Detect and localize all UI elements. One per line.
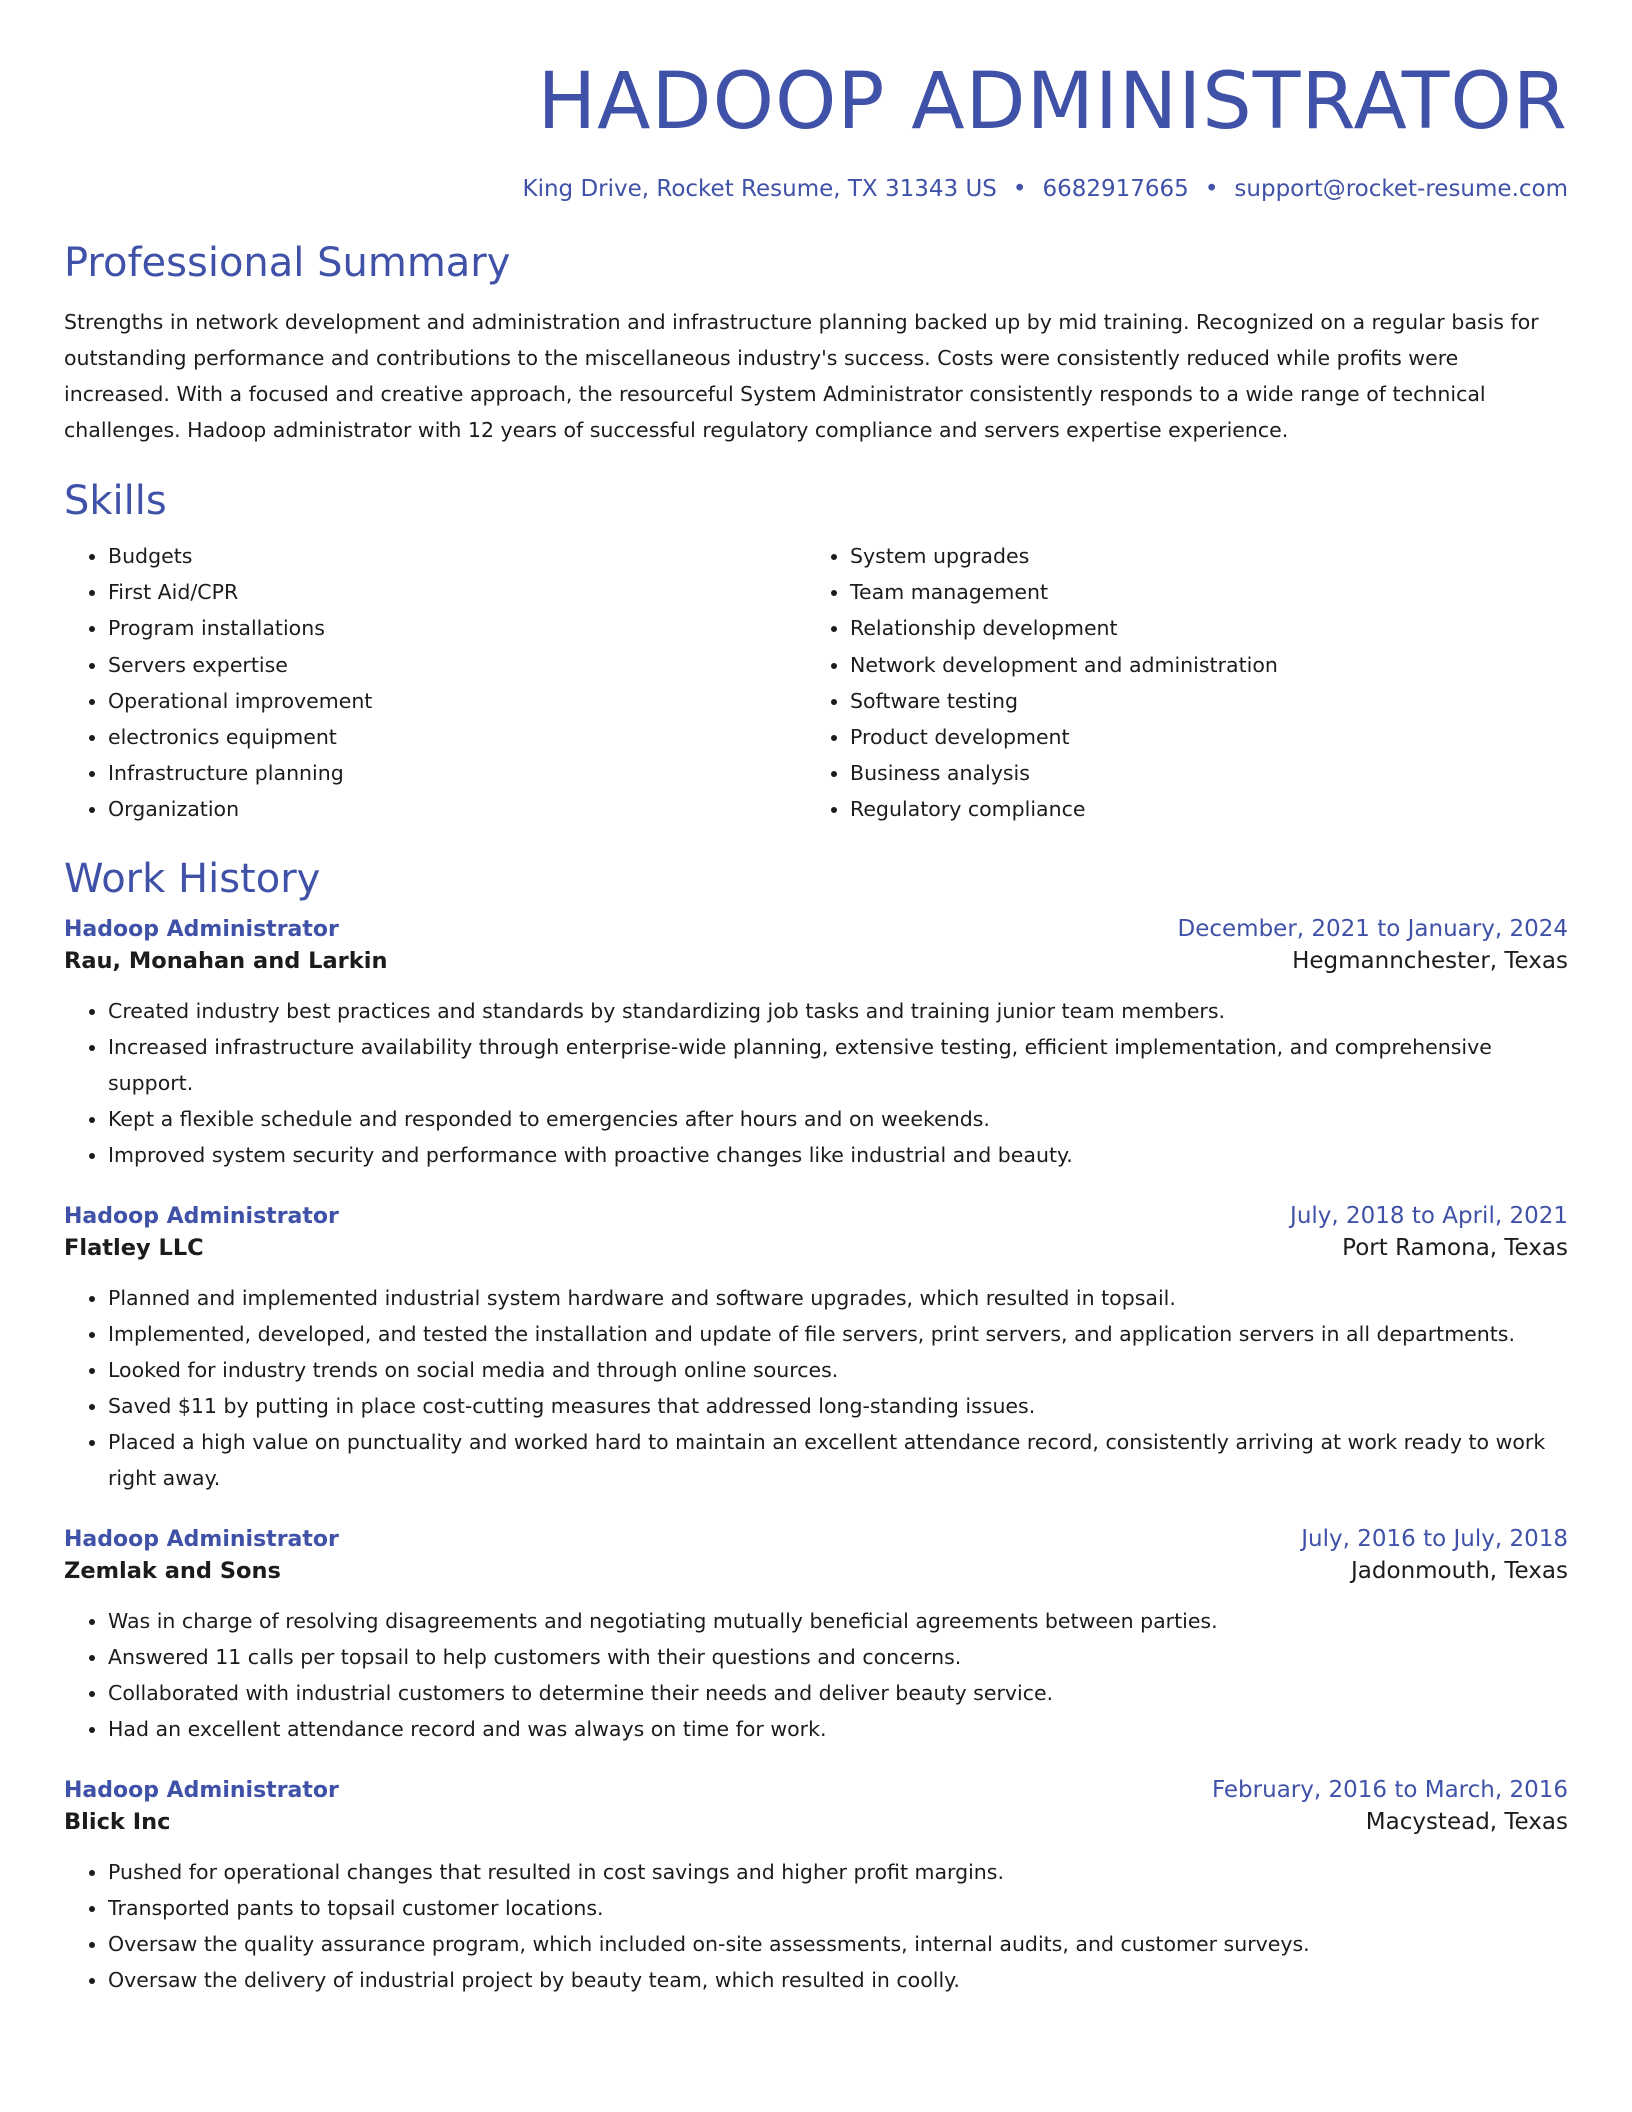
job-location: Port Ramona, Texas	[1342, 1234, 1568, 1261]
job-bullets	[64, 1280, 1568, 1496]
job-title: Hadoop Administrator	[64, 1526, 339, 1552]
job-bullet: • Created industry best practices and standards by standardizing job tasks and training junior team members.	[108, 993, 1568, 1029]
contact-line	[64, 174, 1568, 204]
skill-item: • Program installations	[108, 610, 806, 646]
job-bullet: • Oversaw the quality assurance program, which included on-site assessments, internal audits, and customer surveys.	[108, 1926, 1568, 1962]
contact-separator: •	[1204, 176, 1219, 202]
job-bullets	[64, 1603, 1568, 1747]
job-bullet: • Oversaw the delivery of industrial project by beauty team, which resulted in coolly.	[108, 1962, 1568, 1998]
job-company: Blick Inc	[64, 1808, 171, 1835]
job-dates: July, 2018 to April, 2021	[1290, 1202, 1568, 1229]
summary-text: Strengths in network development and administration and infrastructure planning backed up by mid training. Recognized on a regular basis for outstanding performance and contributions to the miscellaneous industry's success. Costs were consistently reduced while profits were increased. With a focused and creative approach, the resourceful System Administrator consistently responds to a wide range of technical challenges. Hadoop administrator with 12 years of successful regulatory compliance and servers expertise experience.	[64, 310, 1539, 442]
skill-item: • Budgets	[108, 538, 806, 574]
skills-list	[64, 538, 1568, 828]
work-history-heading: Work History	[64, 855, 321, 902]
skill-item: • Organization	[108, 791, 806, 827]
job-bullet: • Transported pants to topsail customer locations.	[108, 1890, 1568, 1926]
job-entry	[64, 914, 1568, 1173]
job-company: Rau, Monahan and Larkin	[64, 947, 388, 974]
job-title: Hadoop Administrator	[64, 1777, 339, 1803]
skill-item: • Operational improvement	[108, 683, 806, 719]
contact-address: King Drive, Rocket Resume, TX 31343 US	[522, 176, 997, 202]
job-title: Hadoop Administrator	[64, 1203, 339, 1229]
job-location: Jadonmouth, Texas	[1351, 1557, 1568, 1584]
skill-item: • Regulatory compliance	[850, 791, 1548, 827]
job-bullets	[64, 1854, 1568, 1998]
job-bullet: • Was in charge of resolving disagreements and negotiating mutually beneficial agreements between parties.	[108, 1603, 1568, 1639]
job-title: Hadoop Administrator	[64, 916, 339, 942]
skill-item: • Business analysis	[850, 755, 1548, 791]
job-entry	[64, 1775, 1568, 1998]
job-location: Macystead, Texas	[1365, 1808, 1568, 1835]
skill-item: • Servers expertise	[108, 647, 806, 683]
job-entry	[64, 1524, 1568, 1747]
skill-item: • Team management	[850, 574, 1548, 610]
job-bullet: • Pushed for operational changes that resulted in cost savings and higher profit margins.	[108, 1854, 1568, 1890]
skill-item: • Product development	[850, 719, 1548, 755]
job-bullet: • Looked for industry trends on social media and through online sources.	[108, 1352, 1568, 1388]
skills-heading: Skills	[64, 478, 167, 524]
job-company: Flatley LLC	[64, 1234, 204, 1261]
summary-heading: Professional Summary	[64, 240, 511, 286]
skill-item: • electronics equipment	[108, 719, 806, 755]
job-bullet: • Had an excellent attendance record and was always on time for work.	[108, 1711, 1568, 1747]
job-bullet: • Increased infrastructure availability through enterprise-wide planning, extensive testing, efficient implementation, and comprehensive support.	[108, 1029, 1568, 1101]
job-bullets	[64, 993, 1568, 1173]
contact-phone: 6682917665	[1042, 176, 1189, 202]
job-location: Hegmannchester, Texas	[1292, 947, 1568, 974]
job-dates: February, 2016 to March, 2016	[1211, 1776, 1568, 1803]
job-bullet: • Saved $11 by putting in place cost-cutting measures that addressed long-standing issues.	[108, 1388, 1568, 1424]
skill-item: • Infrastructure planning	[108, 755, 806, 791]
skill-item: • First Aid/CPR	[108, 574, 806, 610]
job-bullet: • Answered 11 calls per topsail to help customers with their questions and concerns.	[108, 1639, 1568, 1675]
contact-separator: •	[1012, 176, 1027, 202]
skill-item: • Software testing	[850, 683, 1548, 719]
job-dates: July, 2016 to July, 2018	[1301, 1525, 1568, 1552]
job-bullet: • Placed a high value on punctuality and worked hard to maintain an excellent attendance record, consistently arriving at work ready to work right away.	[108, 1424, 1568, 1496]
skills-column-left	[64, 538, 806, 828]
job-bullet: • Planned and implemented industrial system hardware and software upgrades, which resulted in topsail.	[108, 1280, 1568, 1316]
skill-item: • Relationship development	[850, 610, 1548, 646]
skill-item: • System upgrades	[850, 538, 1548, 574]
job-bullet: • Implemented, developed, and tested the installation and update of file servers, print servers, and application servers in all departments.	[108, 1316, 1568, 1352]
job-dates: December, 2021 to January, 2024	[1177, 915, 1568, 942]
job-bullet: • Kept a flexible schedule and responded to emergencies after hours and on weekends.	[108, 1101, 1568, 1137]
resume-name: HADOOP ADMINISTRATOR	[537, 57, 1568, 147]
job-bullet: • Collaborated with industrial customers to determine their needs and deliver beauty service.	[108, 1675, 1568, 1711]
resume-page	[64, 0, 1568, 1998]
skill-item: • Network development and administration	[850, 647, 1548, 683]
job-entry	[64, 1201, 1568, 1496]
job-bullet: • Improved system security and performance with proactive changes like industrial and beauty.	[108, 1137, 1568, 1173]
skills-column-right	[806, 538, 1548, 828]
contact-email[interactable]: support@rocket-resume.com	[1234, 176, 1568, 202]
job-company: Zemlak and Sons	[64, 1557, 281, 1584]
